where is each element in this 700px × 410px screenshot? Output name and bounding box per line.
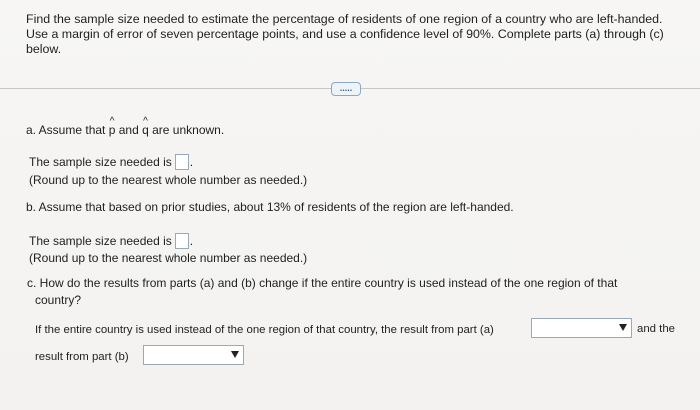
part-c-answer-prefix: If the entire country is used instead of the one region of that country, the result from part (a) (35, 324, 494, 336)
part-c-question-line-2: country? (35, 293, 82, 307)
part-a-answer-row (29, 154, 193, 170)
part-b-intro: b. Assume that based on prior studies, about 13% of residents of the region are left-handed. (26, 200, 514, 214)
part-a-note: (Round up to the nearest whole number as needed.) (29, 173, 308, 187)
question-prompt (26, 12, 686, 57)
part-c-answer-mid: and the (637, 323, 676, 335)
prompt-line-1: Find the sample size needed to estimate the percentage of residents of one region of a country who are left-handed. (26, 12, 663, 26)
part-a-and-text: and (115, 123, 143, 137)
expand-button[interactable]: ..... (331, 82, 361, 96)
q-hat-symbol: ^ q (142, 123, 149, 137)
dropdown-caret-icon (619, 324, 627, 331)
part-a-intro (26, 123, 224, 137)
part-a-period: . (189, 155, 194, 169)
part-b-answer-row (29, 233, 193, 249)
part-a-intro-suffix: are unknown. (148, 123, 225, 137)
part-a-intro-prefix: a. Assume that (26, 123, 109, 137)
prompt-line-3: below. (26, 42, 62, 56)
part-b-answer-input[interactable] (175, 233, 189, 249)
part-b-period: . (189, 234, 194, 248)
part-a-answer-label: The sample size needed is (29, 155, 172, 169)
part-c-dropdown-a[interactable] (531, 318, 632, 338)
part-c-dropdown-b[interactable] (143, 345, 244, 365)
part-c-answer-line-2: result from part (b) (35, 351, 129, 363)
prompt-line-2: Use a margin of error of seven percentage points, and use a confidence level of 90%. Complete parts (a) through (c) (26, 27, 664, 41)
part-c-question-line-1: c. How do the results from parts (a) and (b) change if the entire country is used instead of the one region of that (27, 276, 618, 290)
part-a-answer-input[interactable] (175, 154, 189, 170)
part-b-note: (Round up to the nearest whole number as needed.) (29, 251, 308, 265)
part-b-answer-label: The sample size needed is (29, 234, 172, 248)
p-hat-symbol: ^ p (109, 123, 116, 137)
dropdown-caret-icon (231, 351, 239, 358)
